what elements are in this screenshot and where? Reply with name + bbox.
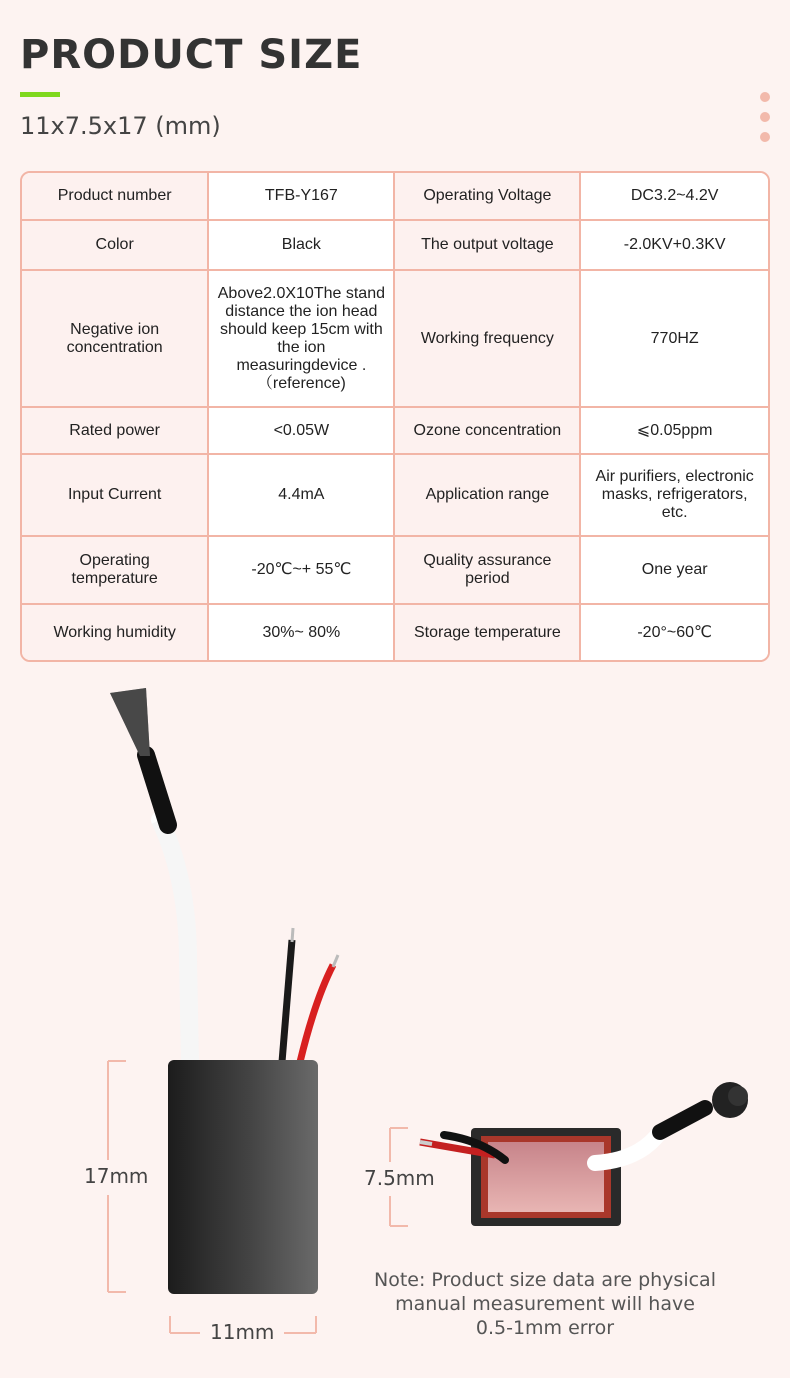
- page-title: PRODUCT SIZE: [20, 32, 363, 78]
- spec-label: Input Current: [22, 455, 209, 537]
- measurement-note: [360, 1268, 730, 1340]
- spec-label: Product number: [22, 173, 209, 221]
- black-sleeve: [146, 755, 168, 825]
- spec-table: [20, 171, 770, 662]
- spec-label: Operating temperature: [22, 537, 209, 605]
- product-size-text: 11x7.5x17 (mm): [20, 112, 221, 140]
- width-dimension-label: 11mm: [210, 1320, 275, 1344]
- note-line: 0.5-1mm error: [475, 1317, 615, 1339]
- spec-value: <0.05W: [209, 408, 395, 455]
- spec-value: -20°~60℃: [581, 605, 768, 660]
- spec-label: Application range: [395, 455, 581, 537]
- spec-value: One year: [581, 537, 768, 605]
- black-lead: [282, 940, 292, 1062]
- red-lead: [300, 965, 333, 1062]
- note-line: Note: Product size data are physical: [374, 1269, 716, 1291]
- spec-label: Color: [22, 221, 209, 271]
- spec-value: Black: [209, 221, 395, 271]
- spec-value: DC3.2~4.2V: [581, 173, 768, 221]
- spec-label: Negative ion concentration: [22, 271, 209, 408]
- table-row: [22, 605, 768, 660]
- spec-label: Operating Voltage: [395, 173, 581, 221]
- spec-label: Quality assurance period: [395, 537, 581, 605]
- spec-label: Rated power: [22, 408, 209, 455]
- spec-label: Storage temperature: [395, 605, 581, 660]
- table-row: [22, 173, 768, 221]
- spec-value: TFB-Y167: [209, 173, 395, 221]
- spec-value: -2.0KV+0.3KV: [581, 221, 768, 271]
- note-line: manual measurement will have: [395, 1293, 695, 1315]
- spec-label: The output voltage: [395, 221, 581, 271]
- table-row: [22, 408, 768, 455]
- table-row: [22, 455, 768, 537]
- table-row: [22, 221, 768, 271]
- spec-label: Ozone concentration: [395, 408, 581, 455]
- spec-value: 30%~ 80%: [209, 605, 395, 660]
- table-row: [22, 271, 768, 408]
- more-dots-icon: [760, 92, 770, 152]
- spec-value: ⩽0.05ppm: [581, 408, 768, 455]
- spec-value: -20℃~+ 55℃: [209, 537, 395, 605]
- spec-label: Working humidity: [22, 605, 209, 660]
- spec-value: Above2.0X10The stand distance the ion head should keep 15cm with the ion measuringdevice .（reference): [209, 271, 395, 408]
- spec-value: 770HZ: [581, 271, 768, 408]
- module-body: [168, 1060, 318, 1294]
- table-row: [22, 537, 768, 605]
- depth-dimension-label: 7.5mm: [364, 1166, 435, 1190]
- height-dimension-label: 17mm: [84, 1164, 149, 1188]
- spec-value: Air purifiers, electronic masks, refrigerators, etc.: [581, 455, 768, 537]
- spec-label: Working frequency: [395, 271, 581, 408]
- title-underline: [20, 92, 60, 97]
- spec-value: 4.4mA: [209, 455, 395, 537]
